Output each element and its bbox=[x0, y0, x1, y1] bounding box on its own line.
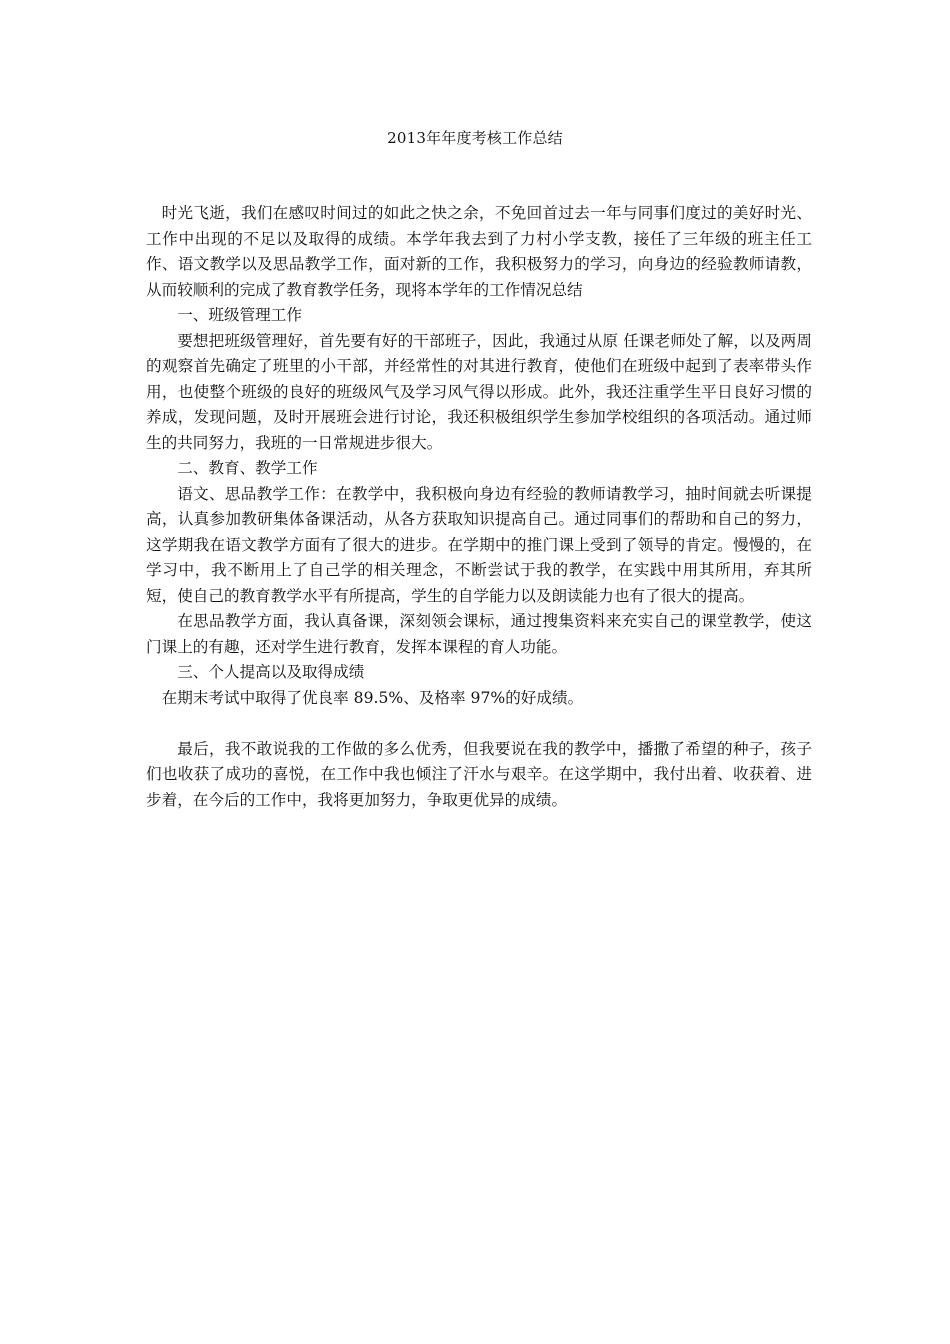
conclusion-paragraph: 最后，我不敢说我的工作做的多么优秀，但我要说在我的教学中，播撒了希望的种子，孩子们也收获了成功的喜悦，在工作中我也倾注了汗水与艰辛。在这学期中，我付出着、收获着、进步着，在今后的工作中，我将更加努力，争取更优异的成绩。 bbox=[146, 739, 812, 809]
moral-education-paragraph: 在思品教学方面，我认真备课，深刻领会课标，通过搜集资料来充实自己的课堂教学，使这门课上的有趣，还对学生进行教育，发挥本课程的育人功能。 bbox=[146, 612, 812, 656]
section-heading-class-management: 一、班级管理工作 bbox=[177, 306, 302, 324]
intro-paragraph: 时光飞逝，我们在感叹时间过的如此之快之余，不免回首过去一年与同事们度过的美好时光、工作中出现的不足以及取得的成绩。本学年我去到了力村小学支教，接任了三年级的班主任工作、语文教学以及思品教学工作，面对新的工作，我积极努力的学习，向身边的经验教师请教，从而较顺利的完成了教育教学任务，现将本学年的工作情况总结 bbox=[146, 204, 812, 299]
class-management-paragraph: 要想把班级管理好，首先要有好的干部班子，因此，我通过从原 任课老师处了解，以及两周的观察首先确定了班里的小干部，并经常性的对其进行教育，使他们在班级中起到了表率带头作用，也使整个班级的良好的班级风气及学习风气得以形成。此外，我还注重学生平日良好习惯的养成，发现问题，及时开展班会进行讨论，我还积极组织学生参加学校组织的各项活动。通过师生的共同努力，我班的一日常规进步很大。 bbox=[146, 331, 812, 452]
teaching-paragraph: 语文、思品教学工作：在教学中，我积极向身边有经验的教师请教学习，抽时间就去听课提高，认真参加教研集体备课活动，从各方获取知识提高自己。通过同事们的帮助和自己的努力，这学期我在语文教学方面有了很大的进步。在学期中的推门课上受到了领导的肯定。慢慢的，在学习中，我不断用上了自己学的相关理念，不断尝试于我的教学，在实践中用其所用，弃其所短，使自己的教育教学水平有所提高，学生的自学能力以及朗读能力也有了很大的提高。 bbox=[146, 484, 812, 605]
section-heading-teaching: 二、教育、教学工作 bbox=[177, 459, 318, 477]
blank-line bbox=[146, 711, 812, 737]
achievements-paragraph: 在期末考试中取得了优良率 89.5%、及格率 97%的好成绩。 bbox=[161, 688, 584, 707]
document-body bbox=[146, 201, 812, 813]
section-heading-achievements: 三、个人提高以及取得成绩 bbox=[177, 663, 365, 681]
document-title: 2013年年度考核工作总结 bbox=[387, 129, 563, 147]
